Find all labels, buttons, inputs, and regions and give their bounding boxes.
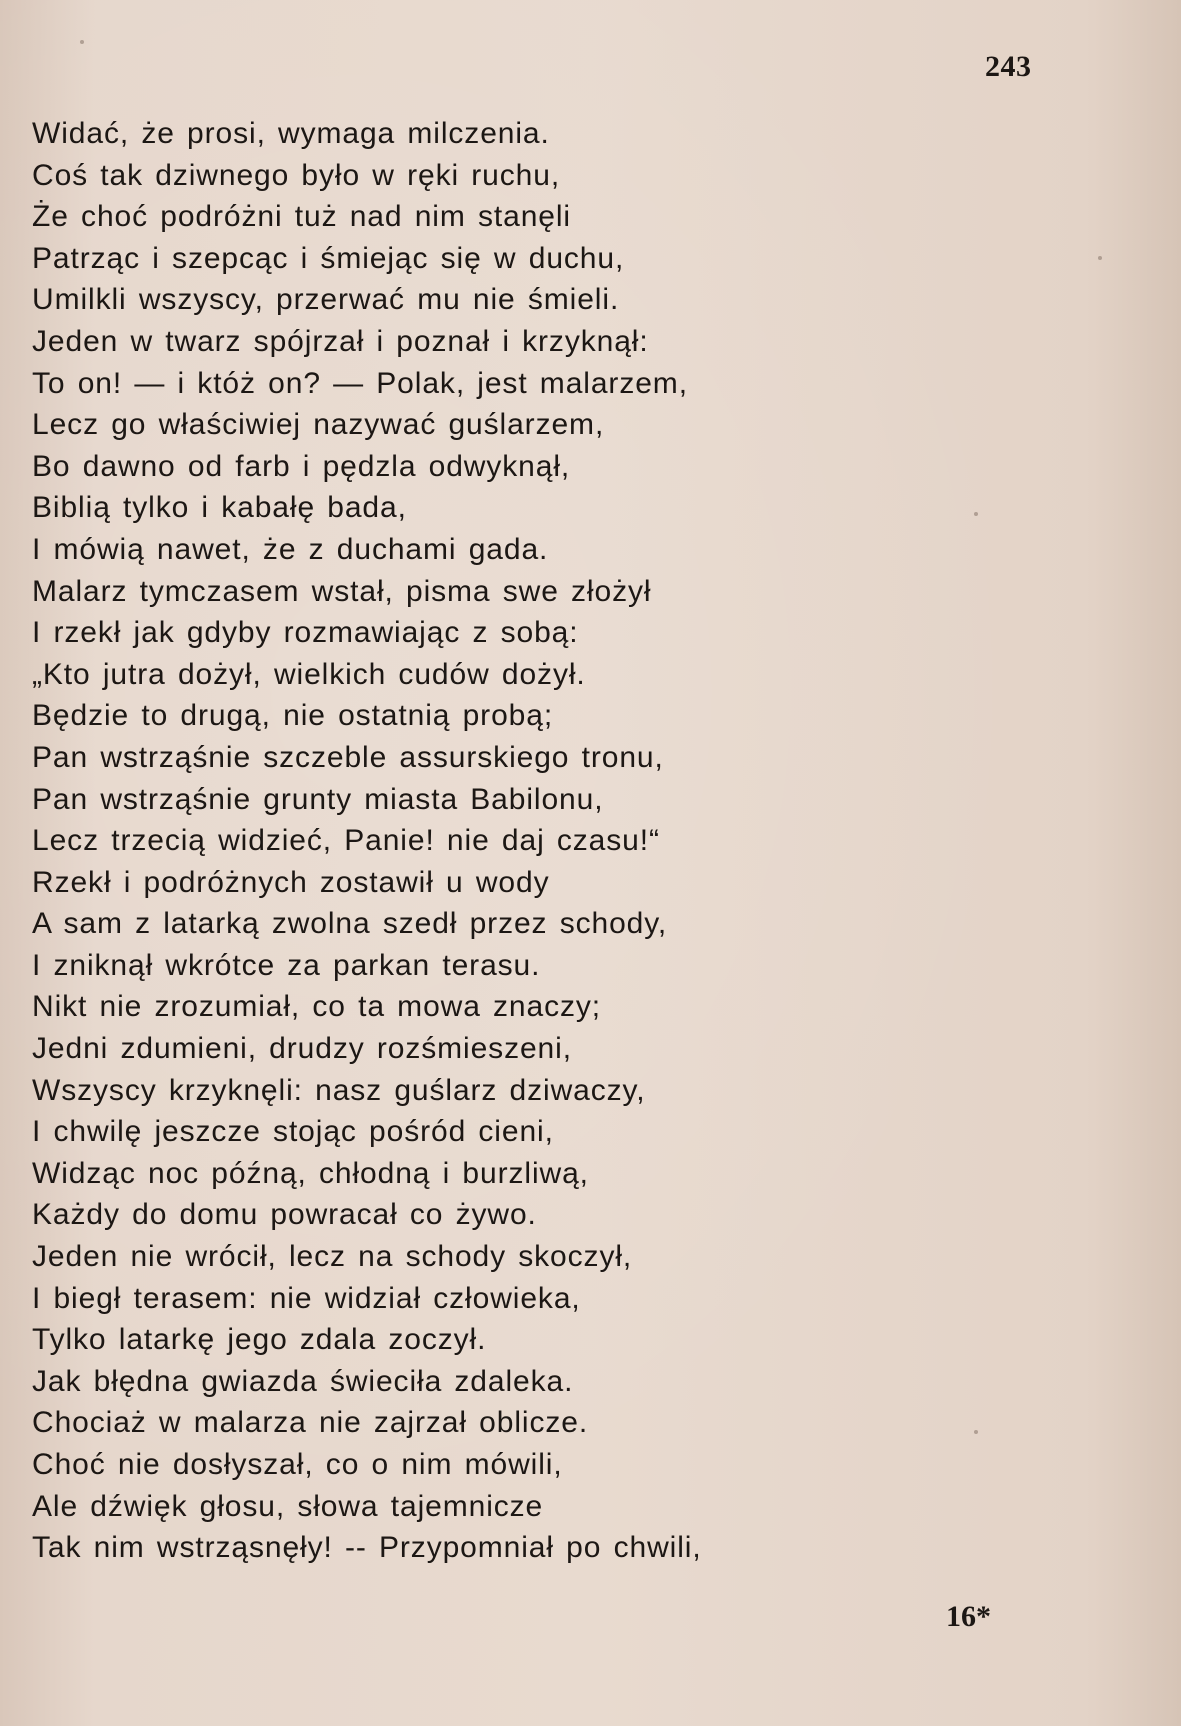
verse-line: I biegł terasem: nie widział człowieka,: [32, 1281, 581, 1315]
verse-line: Pan wstrząśnie grunty miasta Babilonu,: [32, 782, 604, 816]
verse-line: Chociaż w malarza nie zajrzał oblicze.: [32, 1406, 589, 1440]
verse-line: Widać, że prosi, wymaga milczenia.: [32, 117, 550, 150]
verse-line: Jeden nie wrócił, lecz na schody skoczył,: [32, 1240, 633, 1274]
verse-line: I zniknął wkrótce za parkan terasu.: [32, 948, 541, 982]
poem-text: [32, 113, 1112, 1569]
paper-speck: [974, 1430, 978, 1434]
printer-signature-mark: 16*: [946, 1600, 991, 1633]
verse-line: Tak nim wstrząsnęły! -- Przypomniał po chwili,: [32, 1531, 702, 1565]
verse-line: I chwilę jeszcze stojąc pośród cieni,: [32, 1115, 554, 1149]
verse-line: Lecz trzecią widzieć, Panie! nie daj czasu!“: [32, 824, 660, 858]
page-number: 243: [985, 50, 1032, 83]
paper-speck: [80, 40, 84, 44]
verse-line: Malarz tymczasem wstał, pisma swe złożył: [32, 574, 652, 608]
verse-line: Patrząc i szepcąc i śmiejąc się w duchu,: [32, 241, 625, 275]
verse-line: I mówią nawet, że z duchami gada.: [32, 532, 549, 566]
verse-line: Coś tak dziwnego było w ręki ruchu,: [32, 158, 561, 192]
verse-line: Rzekł i podróżnych zostawił u wody: [32, 865, 550, 899]
verse-line: Jeden w twarz spójrzał i poznał i krzyknął:: [32, 324, 649, 358]
verse-line: Choć nie dosłyszał, co o nim mówili,: [32, 1448, 563, 1481]
verse-line: I rzekł jak gdyby rozmawiając z sobą:: [32, 616, 579, 650]
verse-line: A sam z latarką zwolna szedł przez schody,: [32, 907, 668, 941]
verse-line: Będzie to drugą, nie ostatnią probą;: [32, 699, 554, 733]
verse-line: Lecz go właściwiej nazywać guślarzem,: [32, 408, 605, 442]
verse-line: Bo dawno od farb i pędzla odwyknął,: [32, 449, 571, 483]
paper-speck: [1098, 256, 1102, 260]
verse-line: To on! — i któż on? — Polak, jest malarzem,: [32, 366, 688, 400]
verse-line: „Kto jutra dożył, wielkich cudów dożył.: [32, 657, 586, 691]
verse-line: Nikt nie zrozumiał, co ta mowa znaczy;: [32, 990, 602, 1024]
verse-line: Umilkli wszyscy, przerwać mu nie śmieli.: [32, 283, 620, 317]
verse-line: Widząc noc późną, chłodną i burzliwą,: [32, 1156, 589, 1190]
verse-line: Każdy do domu powracał co żywo.: [32, 1198, 537, 1232]
verse-line: Tylko latarkę jego zdala zoczył.: [32, 1323, 487, 1357]
verse-line: Że choć podróżni tuż nad nim stanęli: [32, 200, 571, 234]
verse-line: Jedni zdumieni, drudzy rozśmieszeni,: [32, 1032, 572, 1066]
verse-line: Ale dźwięk głosu, słowa tajemnicze: [32, 1489, 544, 1523]
verse-line: Biblią tylko i kabałę bada,: [32, 491, 407, 525]
verse-line: Wszyscy krzyknęli: nasz guślarz dziwaczy,: [32, 1073, 646, 1107]
paper-speck: [974, 512, 978, 516]
verse-line: Jak błędna gwiazda świeciła zdaleka.: [32, 1364, 574, 1398]
verse-line: Pan wstrząśnie szczeble assurskiego tronu,: [32, 740, 664, 774]
